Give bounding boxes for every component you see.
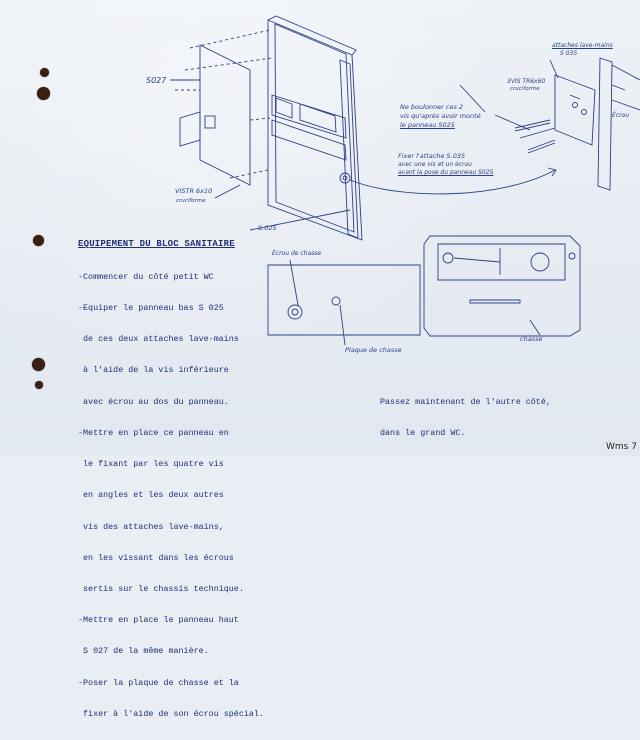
label-ne-boulonner: Ne boulonner ces 2 [400, 103, 464, 111]
page-reference: Wms 7 [606, 442, 637, 452]
instruction-line: en angles et les deux autres [78, 490, 224, 501]
instruction-line: -Commencer du côté petit WC [78, 271, 214, 282]
instruction-line: à l'aide de la vis inférieure [78, 365, 229, 376]
section-title: EQUIPEMENT DU BLOC SANITAIRE [78, 239, 235, 249]
label-attaches: attaches lave-mains [552, 42, 613, 49]
instruction-line: de ces deux attaches lave-mains [78, 334, 239, 345]
label-vis-tr60: 3VIS TR6x60 [507, 78, 546, 85]
small-plate [180, 112, 200, 146]
label-attaches-ref: S 035 [560, 50, 578, 57]
footer-line: Passez maintenant de l'autre côté, [380, 396, 551, 407]
label-vis-sub: cruciforme [176, 198, 206, 204]
instruction-line: fixer à l'aide de son écrou spécial. [78, 708, 264, 719]
chassis-frame [268, 20, 362, 240]
label-ne-boulonner-3: le panneau S025 [400, 121, 455, 129]
plaque-panel [268, 265, 420, 335]
instruction-line: avec écrou au dos du panneau. [78, 396, 229, 407]
footer-line: dans le grand WC. [380, 428, 466, 439]
instruction-line: -Poser la plaque de chasse et la [78, 677, 239, 688]
label-ecrou-chasse: Écrou de chasse [272, 250, 322, 257]
label-ne-boulonner-2: vis qu'après avoir monté [400, 112, 481, 120]
cistern [424, 236, 580, 336]
attache-lave-mains [555, 75, 595, 145]
label-fixer-attache-2: avec une vis et un écrou [398, 161, 472, 168]
instruction-steps [78, 251, 264, 740]
instruction-line: -Mettre en place le panneau haut [78, 615, 239, 626]
instruction-line: -Equiper le panneau bas S 025 [78, 303, 224, 314]
label-fixer-attache-3: avant la pose du panneau S025 [398, 169, 494, 176]
instruction-line: sertis sur le chassis technique. [78, 584, 244, 594]
footer-note [380, 376, 551, 459]
label-ecrou-side: Écrou [612, 112, 630, 119]
panel-s027 [200, 45, 250, 185]
label-plaque-chasse: Plaque de chasse [345, 346, 402, 354]
instruction-line: vis des attaches lave-mains, [78, 521, 224, 532]
label-vis-tr: VISTR 6x10 [175, 187, 213, 195]
label-s025: S.025 [258, 224, 277, 232]
instruction-line: le fixant par les quatre vis [78, 459, 224, 470]
instruction-line: en les vissant dans les écrous [78, 552, 234, 563]
label-chasse: chasse [520, 335, 543, 343]
instruction-line: S 027 de la même manière. [78, 646, 209, 657]
label-s027: S027 [146, 76, 167, 85]
label-fixer-attache: Fixer l'attache S.035 [398, 152, 466, 160]
label-vis-tr60-sub: cruciforme [510, 86, 540, 92]
instruction-line: -Mettre en place ce panneau en [78, 427, 229, 438]
